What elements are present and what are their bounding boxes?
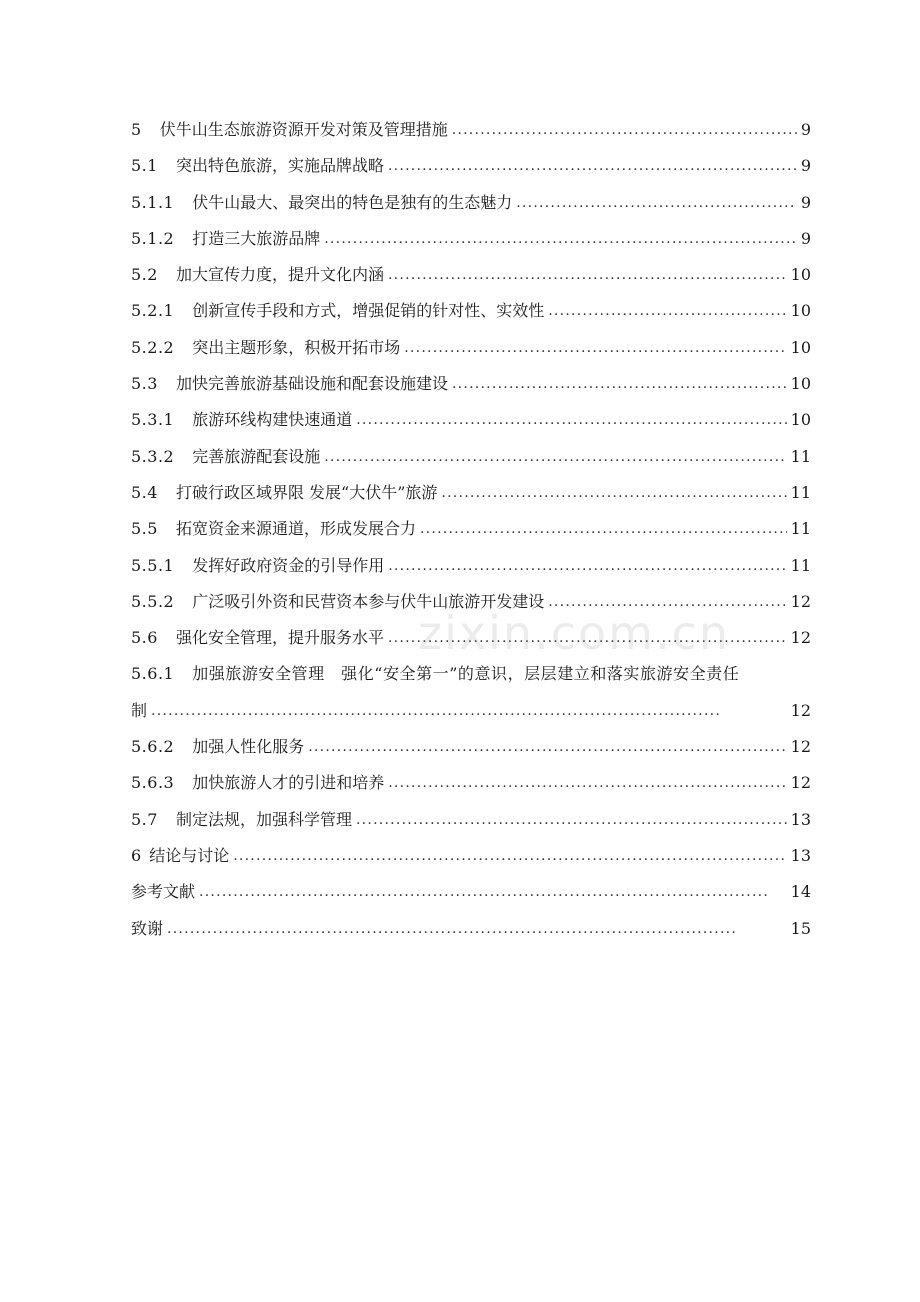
toc-entry-number: 5.3.2 [131,446,175,466]
toc-dot-leader [324,439,786,475]
toc-page-number: 10 [790,265,811,285]
toc-entry[interactable] [131,548,811,584]
toc-page-number: 11 [790,555,811,575]
toc-entry-title: 加强旅游安全管理 强化“安全第一”的意识，层层建立和落实旅游安全责任 [192,664,740,684]
toc-dot-leader [404,330,786,366]
toc-page-number: 10 [790,374,811,394]
toc-entry-number: 5.6 [131,628,158,648]
toc-page-number: 9 [800,120,811,139]
toc-dot-leader [151,693,787,729]
toc-entry-number: 5.1 [131,156,158,176]
toc-dot-leader [388,148,797,184]
toc-page-number: 13 [790,845,811,865]
toc-dot-leader [388,548,786,584]
toc-page-number: 11 [790,446,811,466]
toc-entry[interactable] [131,221,811,257]
toc-entry-title: 加快完善旅游基础设施和配套设施建设 [175,374,448,394]
toc-dot-leader [441,475,786,511]
toc-entry-title: 强化安全管理，提升服务水平 [175,628,384,648]
toc-page-number: 10 [790,301,811,321]
toc-entry-title: 广泛吸引外资和民营资本参与伏牛山旅游开发建设 [192,591,545,611]
toc-page-number: 11 [790,482,811,502]
toc-page-number: 14 [790,882,811,902]
toc-entry-number: 5.3.1 [131,410,175,430]
toc-entry-title: 致谢 [131,918,164,938]
toc-dot-leader [356,802,787,838]
toc-page-number: 12 [790,628,811,648]
toc-entry[interactable] [131,185,811,221]
toc-entry[interactable] [131,112,811,148]
toc-entry[interactable] [131,475,811,511]
toc-entry-number: 5.4 [131,482,158,502]
toc-entry-number: 5.2 [131,265,158,285]
toc-entry[interactable] [131,802,811,838]
toc-entry-number: 5.7 [131,809,158,829]
toc-dot-leader [388,765,786,801]
toc-dot-leader [199,874,787,910]
toc-entry-title: 打造三大旅游品牌 [192,228,321,248]
table-of-contents [131,112,811,947]
toc-page-number: 9 [800,192,811,212]
toc-entry-title: 旅游环线构建快速通道 [192,410,353,430]
toc-entry-title: 伏牛山生态旅游资源开发对策及管理措施 [159,120,448,139]
toc-entry-continuation[interactable] [131,693,811,729]
toc-dot-leader [308,729,786,765]
toc-entry-title: 突出特色旅游，实施品牌战略 [175,156,384,176]
toc-dot-leader [167,911,787,947]
toc-entry-number: 5.6.1 [131,664,175,684]
toc-page-number: 15 [790,918,811,938]
toc-entry-title-continued: 制 [131,700,148,720]
toc-entry[interactable] [131,874,811,910]
toc-dot-leader [233,838,786,874]
toc-entry[interactable] [131,765,811,801]
toc-entry-title: 制定法规，加强科学管理 [175,809,352,829]
toc-entry-title: 拓宽资金来源通道，形成发展合力 [175,519,416,539]
toc-dot-leader [548,584,786,620]
toc-entry-title: 发挥好政府资金的引导作用 [192,555,385,575]
toc-entry-title: 突出主题形象，积极开拓市场 [192,337,401,357]
toc-dot-leader [420,511,787,547]
toc-dot-leader [388,620,787,656]
toc-entry-title: 加快旅游人才的引进和培养 [192,773,385,793]
toc-entry[interactable] [131,838,811,874]
toc-page-number: 12 [790,773,811,793]
toc-entry-number: 5.6.2 [131,737,175,757]
toc-dot-leader [388,257,787,293]
toc-entry-title: 加大宣传力度，提升文化内涵 [175,265,384,285]
toc-entry[interactable] [131,257,811,293]
toc-entry-title: 加强人性化服务 [192,737,305,757]
toc-page-number: 10 [790,337,811,357]
toc-dot-leader [516,185,797,221]
toc-entry-number: 5.1.2 [131,228,175,248]
toc-entry-number: 5.2.1 [131,301,175,321]
toc-entry-number: 5.2.2 [131,337,175,357]
toc-page-number: 12 [790,591,811,611]
toc-entry[interactable] [131,402,811,438]
toc-page-number: 12 [790,737,811,757]
toc-entry-number: 5.5.2 [131,591,175,611]
toc-entry-number: 6 [131,845,142,865]
toc-entry[interactable] [131,366,811,402]
toc-entry-number: 5.6.3 [131,773,175,793]
toc-entry-number: 5.3 [131,374,158,394]
toc-page-number: 9 [800,156,811,176]
toc-entry[interactable] [131,656,811,692]
toc-page-number: 13 [790,809,811,829]
toc-entry[interactable] [131,148,811,184]
toc-page-number: 9 [800,228,811,248]
toc-dot-leader [548,293,786,329]
toc-entry-title: 结论与讨论 [149,845,230,865]
toc-entry-title: 参考文献 [131,882,196,902]
toc-page-number: 12 [790,700,811,720]
toc-entry[interactable] [131,911,811,947]
toc-entry[interactable] [131,330,811,366]
toc-entry[interactable] [131,620,811,656]
toc-entry-title: 伏牛山最大、最突出的特色是独有的生态魅力 [192,192,513,212]
toc-entry-number: 5 [131,120,142,139]
toc-entry-number: 5.5 [131,519,158,539]
toc-dot-leader [452,366,787,402]
toc-entry[interactable] [131,439,811,475]
toc-dot-leader [324,221,797,257]
toc-entry-title: 打破行政区域界限 发展“大伏牛”旅游 [175,482,438,502]
watermark: zixin.com.cn [418,606,731,660]
toc-dot-leader [452,112,797,148]
toc-entry[interactable] [131,729,811,765]
toc-entry-title: 完善旅游配套设施 [192,446,321,466]
toc-dot-leader [356,402,786,438]
toc-entry[interactable] [131,511,811,547]
toc-entry-title: 创新宣传手段和方式，增强促销的针对性、实效性 [192,301,545,321]
toc-page-number: 10 [790,410,811,430]
toc-page-number: 11 [790,519,811,539]
toc-entry[interactable] [131,584,811,620]
toc-entry-number: 5.1.1 [131,192,175,212]
toc-entry-number: 5.5.1 [131,555,175,575]
toc-entry[interactable] [131,293,811,329]
